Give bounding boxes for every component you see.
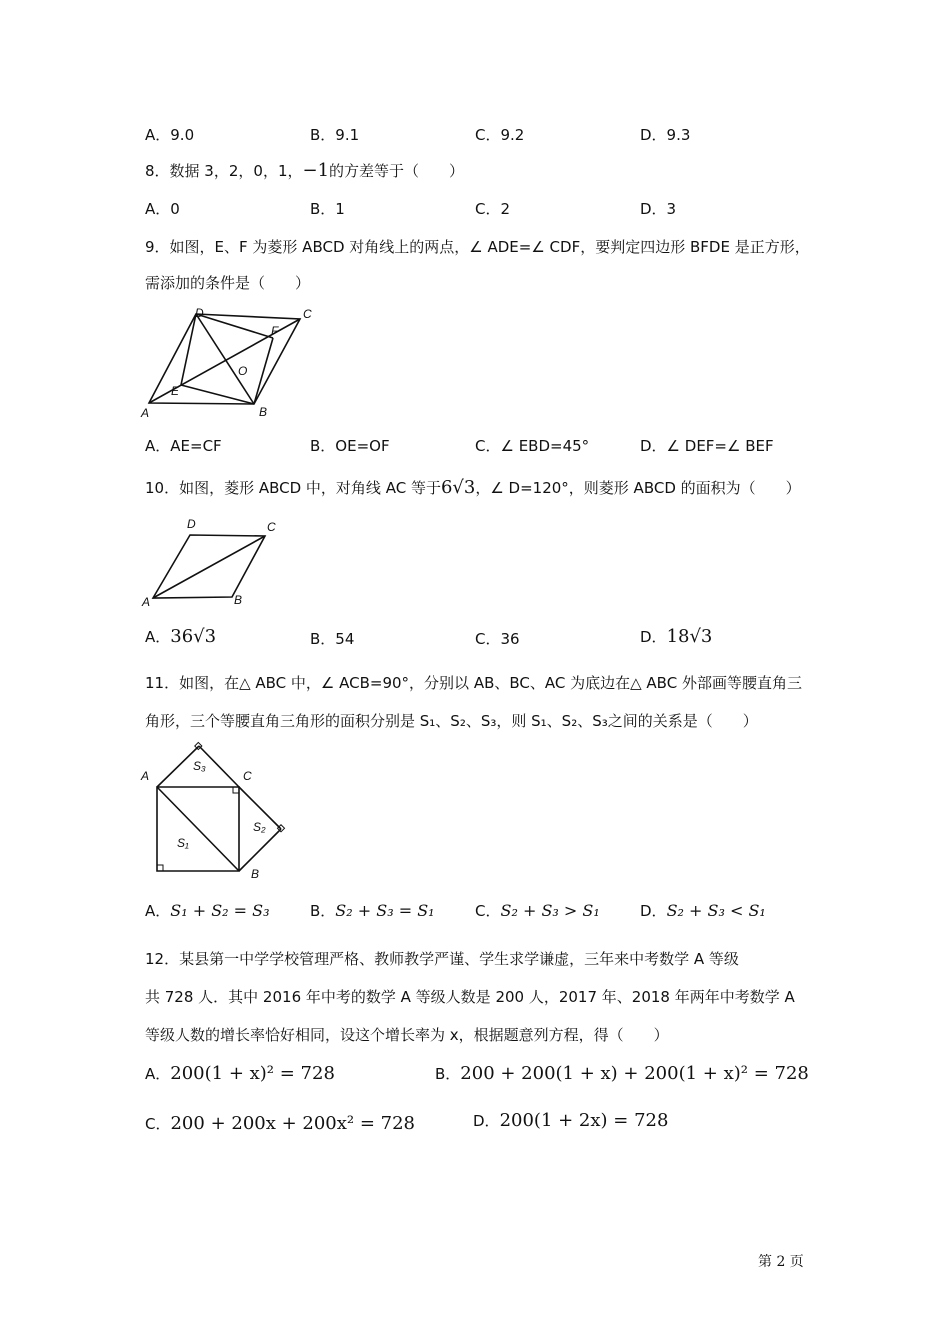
q7-option-b: B．9.1 [310,126,360,144]
q12-option-c [145,1114,415,1134]
q8-stem-math: −1 [302,160,330,181]
q11-label-b: B [251,867,260,881]
q9-option-b: B．OE=OF [310,437,390,455]
q10-option-d-math: 18√3 [666,626,713,647]
q9-label-a: A [141,406,150,420]
q12-option-c-math: 200 + 200x + 200x² = 728 [170,1113,416,1134]
q12-option-a-label: A． [145,1065,171,1083]
q12-option-b-math: 200 + 200(1 + x) + 200(1 + x)² = 728 [460,1063,809,1084]
q8-stem-text-b: 的方差等于（ ） [329,162,465,180]
q9-stem-line1: 9．如图，E、F 为菱形 ABCD 对角线上的两点，∠ ADE=∠ CDF，要判定四边形 BFDE 是正方形， [145,238,810,256]
q12-option-b-label: B． [435,1065,461,1083]
q10-option-d [640,627,712,647]
q11-option-a [145,901,270,921]
q8-option-b: B．1 [310,200,345,218]
q11-option-c-math: S₂ + S₃ > S₁ [500,901,600,920]
q11-option-c-label: C． [475,902,501,920]
q11-option-d-math: S₂ + S₃ < S₁ [666,901,766,920]
q10-label-d: D [187,517,196,531]
q10-option-a-label: A． [145,628,171,646]
q11-stem-line1: 11．如图，在△ ABC 中，∠ ACB=90°，分别以 AB、BC、AC 为底边在△ ABC 外部画等腰直角三 [145,674,802,692]
q12-option-d [473,1111,668,1131]
q10-label-b: B [234,593,243,607]
q12-stem-line1: 12．某县第一中学学校管理严格、教师教学严谨、学生求学谦虚，三年来中考数学 A 等级 [145,950,739,968]
q11-label-a: A [141,769,150,783]
q9-option-c: C．∠ EBD=45° [475,437,590,455]
q11-right-angle-c [233,787,239,793]
q7-option-a: A．9.0 [145,126,195,144]
q12-option-a [145,1064,335,1084]
q10-option-d-label: D． [640,628,667,646]
q7-option-d: D．9.3 [640,126,691,144]
q9-option-a: A．AE=CF [145,437,222,455]
q11-option-d [640,901,766,921]
q10-stem-math: 6√3 [440,477,476,498]
q7-option-c: C．9.2 [475,126,525,144]
q11-option-c [475,901,600,921]
q9-segment-bf [254,338,273,404]
q11-stem-line2: 角形，三个等腰直角三角形的面积分别是 S₁、S₂、S₃，则 S₁、S₂、S₃之间的关系是（ ） [145,712,758,730]
q9-label-d: D [195,306,204,320]
page-number: 第 2 页 [758,1254,804,1270]
q11-label-s2: S₂ [253,820,266,834]
q9-label-b: B [259,405,268,419]
q9-stem-line2: 需添加的条件是（ ） [145,274,311,292]
q12-stem-line3: 等级人数的增长率恰好相同，设这个增长率为 x，根据题意列方程，得（ ） [145,1026,669,1044]
q11-option-a-label: A． [145,902,171,920]
q11-option-d-label: D． [640,902,667,920]
q10-option-c: C．36 [475,630,520,648]
q11-label-s1: S₁ [177,836,189,850]
q8-option-c: C．2 [475,200,511,218]
q9-label-c: C [303,307,312,321]
q10-option-a-math: 36√3 [170,626,217,647]
q12-option-a-math: 200(1 + x)² = 728 [170,1063,335,1084]
q8-stem [145,161,464,181]
q10-option-a [145,627,216,647]
q9-label-o: O [238,364,248,378]
q10-stem [145,478,801,498]
q9-rhombus-figure [135,302,325,422]
q11-right-angle-s1 [157,865,163,871]
q9-segment-de [181,314,196,385]
q11-option-b [310,901,435,921]
q12-option-d-label: D． [473,1112,500,1130]
q12-option-c-label: C． [145,1115,171,1133]
q10-label-c: C [267,520,276,534]
q12-option-d-math: 200(1 + 2x) = 728 [499,1110,669,1131]
q9-label-e: E [171,384,180,398]
q11-label-c: C [243,769,252,783]
q11-label-s3: S₃ [193,759,206,773]
q8-option-d: D．3 [640,200,677,218]
q9-option-d: D．∠ DEF=∠ BEF [640,437,774,455]
q11-option-b-label: B． [310,902,336,920]
q9-label-f: F [271,324,279,338]
q11-s2-leg-bottom [239,829,281,871]
q11-hypotenuse-ab [157,787,239,871]
q10-stem-text-a: 10．如图，菱形 ABCD 中，对角线 AC 等于 [145,479,441,497]
q12-stem-line2: 共 728 人．其中 2016 年中考的数学 A 等级人数是 200 人，2017 年、2018 年两年中考数学 A [145,988,795,1006]
q8-option-a: A．0 [145,200,180,218]
q11-option-a-math: S₁ + S₂ = S₃ [170,901,270,920]
q10-rhombus-figure [135,512,295,612]
q11-option-b-math: S₂ + S₃ = S₁ [335,901,435,920]
q10-option-b: B．54 [310,630,355,648]
q8-stem-text-a: 8．数据 3，2，0，1， [145,162,303,180]
q10-label-a: A [142,595,151,609]
q11-triangles-figure [135,740,295,885]
q10-stem-text-b: ，∠ D=120°，则菱形 ABCD 的面积为（ ） [475,479,801,497]
q12-option-b [435,1064,809,1084]
